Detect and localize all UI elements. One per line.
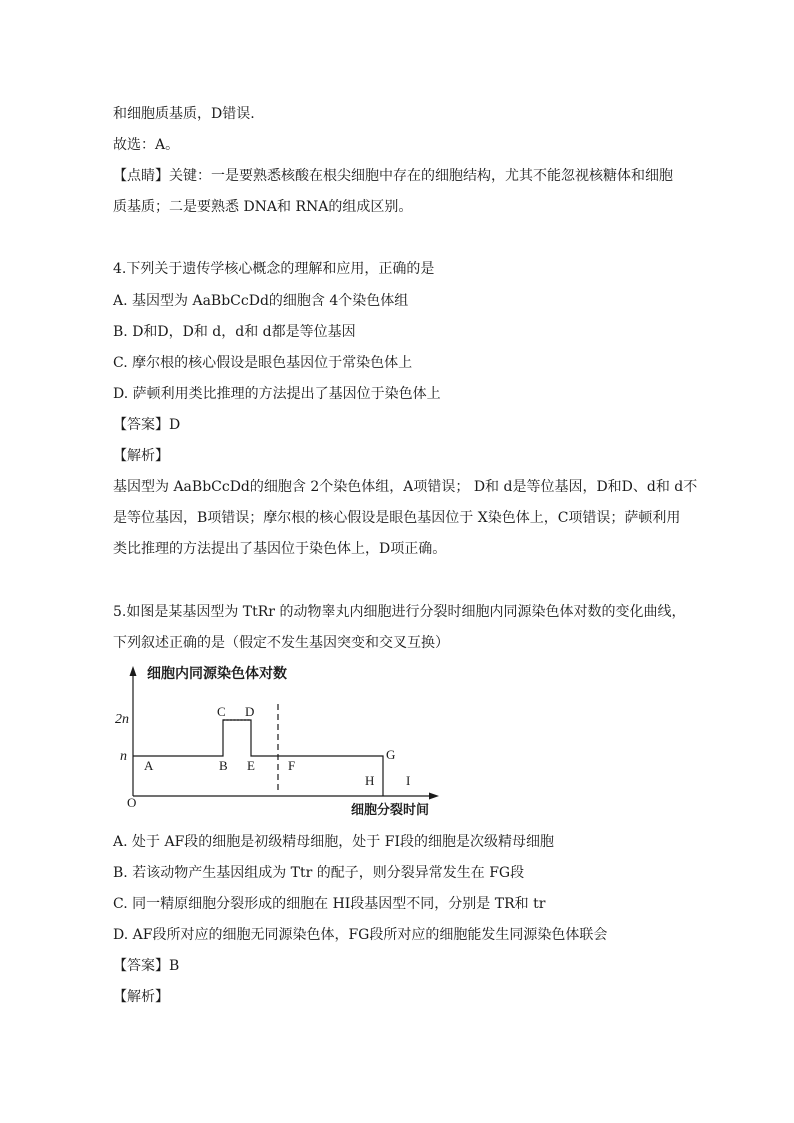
question-4-stem: 4.下列关于遗传学核心概念的理解和应用，正确的是 — [113, 261, 435, 277]
point-label-g: G — [386, 747, 396, 762]
x-axis-arrow — [429, 793, 439, 800]
option-a: A. 基因型为 AaBbCcDd的细胞含 4个染色体组 — [113, 293, 409, 309]
text-line: 质基质；二是要熟悉 DNA和 RNA的组成区别。 — [113, 199, 413, 215]
option-c: C. 摩尔根的核心假设是眼色基因位于常染色体上 — [113, 355, 413, 371]
point-label-c: C — [217, 704, 226, 719]
analysis-text: 类比推理的方法提出了基因位于染色体上，D项正确。 — [113, 541, 447, 557]
analysis-label: 【解析】 — [113, 989, 169, 1005]
option-d: D. AF段所对应的细胞无同源染色体，FG段所对应的细胞能发生同源染色体联会 — [113, 927, 608, 943]
series-line — [133, 720, 383, 796]
analysis-label: 【解析】 — [113, 448, 169, 464]
question-5-stem: 下列叙述正确的是（假定不发生基因突变和交叉互换） — [113, 635, 449, 651]
origin-label: O — [127, 795, 137, 810]
analysis-text: 是等位基因，B项错误；摩尔根的核心假设是眼色基因位于 X染色体上，C项错误；萨顿利用 — [113, 510, 681, 526]
answer-label: 【答案】D — [113, 417, 181, 433]
chromosome-pair-chart — [113, 660, 443, 820]
point-note-line: 【点睛】关键：一是要熟悉核酸在根尖细胞中存在的细胞结构，尤其不能忽视核糖体和细胞 — [113, 168, 673, 184]
y-tick-label: 2n — [115, 712, 129, 727]
option-b: B. D和D，D和 d，d和 d都是等位基因 — [113, 324, 356, 340]
question-5-stem: 5.如图是某基因型为 TtRr 的动物睾丸内细胞进行分裂时细胞内同源染色体对数的变化曲线， — [113, 604, 686, 620]
text-line: 和细胞质基质，D错误. — [113, 106, 255, 122]
option-b: B. 若该动物产生基因组成为 Ttr 的配子，则分裂异常发生在 FG段 — [113, 865, 525, 881]
answer-label: 【答案】B — [113, 958, 180, 974]
point-label-e: E — [247, 758, 255, 773]
text-line: 故选：A。 — [113, 137, 180, 153]
y-axis-arrow — [130, 666, 137, 676]
y-axis-label: 细胞内同源染色体对数 — [147, 667, 287, 682]
x-axis-label: 细胞分裂时间 — [351, 802, 430, 817]
point-label-d: D — [245, 704, 255, 719]
point-label-h: H — [365, 773, 375, 788]
analysis-text: 基因型为 AaBbCcDd的细胞含 2个染色体组，A项错误； D和 d是等位基因，D和D、d和 d不 — [113, 479, 698, 495]
point-label-b: B — [219, 758, 228, 773]
option-a: A. 处于 AF段的细胞是初级精母细胞，处于 FI段的细胞是次级精母细胞 — [113, 834, 554, 850]
point-label-a: A — [144, 758, 154, 773]
point-label-f: F — [288, 758, 296, 773]
y-tick-label: n — [120, 749, 127, 764]
option-d: D. 萨顿利用类比推理的方法提出了基因位于染色体上 — [113, 386, 441, 402]
option-c: C. 同一精原细胞分裂形成的细胞在 HI段基因型不同，分别是 TR和 tr — [113, 896, 546, 912]
point-label-i: I — [406, 773, 411, 788]
